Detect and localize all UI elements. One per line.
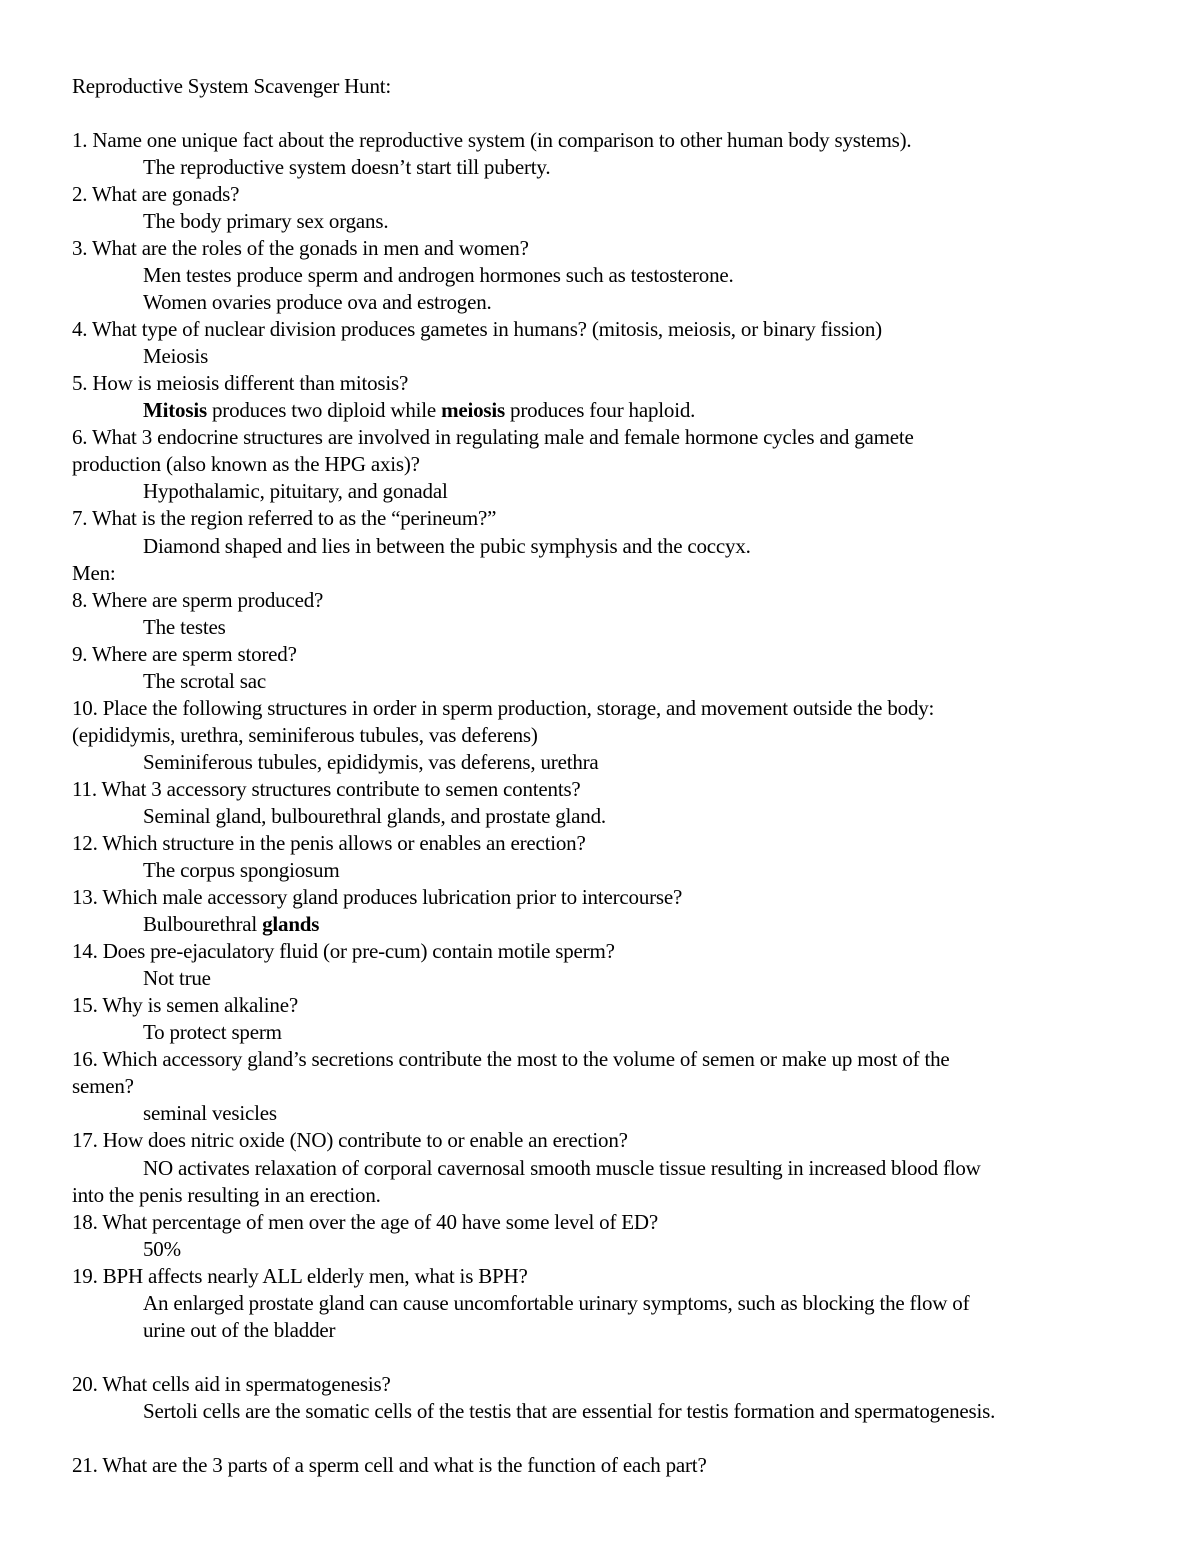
answer-3-women: Women ovaries produce ova and estrogen. (143, 290, 492, 314)
answer-5-text-1: produces two diploid while (206, 398, 442, 422)
question-2: 2. What are gonads? (72, 182, 240, 206)
answer-20: Sertoli cells are the somatic cells of the testis that are essential for testis formation and spermatogenesis. (143, 1399, 996, 1423)
question-10-line-2: (epididymis, urethra, seminiferous tubules, vas deferens) (72, 723, 538, 747)
answer-7: Diamond shaped and lies in between the pubic symphysis and the coccyx. (143, 534, 751, 558)
question-20: 20. What cells aid in spermatogenesis? (72, 1372, 391, 1396)
question-13: 13. Which male accessory gland produces lubrication prior to intercourse? (72, 885, 683, 909)
answer-15: To protect sperm (143, 1020, 282, 1044)
document-title: Reproductive System Scavenger Hunt: (72, 74, 392, 98)
answer-17-line-2: into the penis resulting in an erection. (72, 1183, 381, 1207)
answer-16: seminal vesicles (143, 1101, 277, 1125)
question-19: 19. BPH affects nearly ALL elderly men, what is BPH? (72, 1264, 528, 1288)
question-17: 17. How does nitric oxide (NO) contribute to or enable an erection? (72, 1128, 628, 1152)
question-11: 11. What 3 accessory structures contribute to semen contents? (72, 777, 581, 801)
question-15: 15. Why is semen alkaline? (72, 993, 298, 1017)
answer-4: Meiosis (143, 344, 209, 368)
question-18: 18. What percentage of men over the age of 40 have some level of ED? (72, 1210, 659, 1234)
answer-14: Not true (143, 966, 211, 990)
answer-5-term-mitosis: Mitosis (143, 398, 207, 422)
answer-13-bold: glands (262, 912, 320, 936)
section-heading-men: Men: (72, 561, 116, 585)
question-1: 1. Name one unique fact about the reproductive system (in comparison to other human body systems). (72, 128, 912, 152)
answer-8: The testes (143, 615, 226, 639)
question-9: 9. Where are sperm stored? (72, 642, 297, 666)
answer-6: Hypothalamic, pituitary, and gonadal (143, 479, 448, 503)
answer-10: Seminiferous tubules, epididymis, vas deferens, urethra (143, 750, 599, 774)
question-6-line-2: production (also known as the HPG axis)? (72, 452, 420, 476)
answer-13-text: Bulbourethral (143, 912, 263, 936)
question-21: 21. What are the 3 parts of a sperm cell and what is the function of each part? (72, 1453, 707, 1477)
question-12: 12. Which structure in the penis allows or enables an erection? (72, 831, 586, 855)
answer-18: 50% (143, 1237, 181, 1261)
question-7: 7. What is the region referred to as the “perineum?” (72, 506, 497, 530)
answer-11: Seminal gland, bulbourethral glands, and prostate gland. (143, 804, 606, 828)
question-10-line-1: 10. Place the following structures in order in sperm production, storage, and movement outside the body: (72, 696, 935, 720)
answer-13 (143, 911, 319, 938)
answer-19-line-2: urine out of the bladder (143, 1318, 336, 1342)
question-3: 3. What are the roles of the gonads in men and women? (72, 236, 529, 260)
answer-5 (143, 397, 695, 424)
question-14: 14. Does pre-ejaculatory fluid (or pre-cum) contain motile sperm? (72, 939, 615, 963)
answer-17-line-1: NO activates relaxation of corporal cavernosal smooth muscle tissue resulting in increased blood flow (143, 1156, 981, 1180)
answer-9: The scrotal sac (143, 669, 266, 693)
answer-2: The body primary sex organs. (143, 209, 389, 233)
answer-19-line-1: An enlarged prostate gland can cause uncomfortable urinary symptoms, such as blocking the flow of (143, 1291, 970, 1315)
question-4: 4. What type of nuclear division produces gametes in humans? (mitosis, meiosis, or binary fission) (72, 317, 882, 341)
answer-12: The corpus spongiosum (143, 858, 340, 882)
answer-5-term-meiosis: meiosis (441, 398, 505, 422)
question-16-line-2: semen? (72, 1074, 134, 1098)
question-8: 8. Where are sperm produced? (72, 588, 324, 612)
question-5: 5. How is meiosis different than mitosis? (72, 371, 409, 395)
question-16-line-1: 16. Which accessory gland’s secretions contribute the most to the volume of semen or make up most of the (72, 1047, 950, 1071)
answer-3-men: Men testes produce sperm and androgen hormones such as testosterone. (143, 263, 734, 287)
question-6-line-1: 6. What 3 endocrine structures are involved in regulating male and female hormone cycles and gamete (72, 425, 914, 449)
answer-1: The reproductive system doesn’t start till puberty. (143, 155, 551, 179)
answer-5-text-2: produces four haploid. (505, 398, 696, 422)
